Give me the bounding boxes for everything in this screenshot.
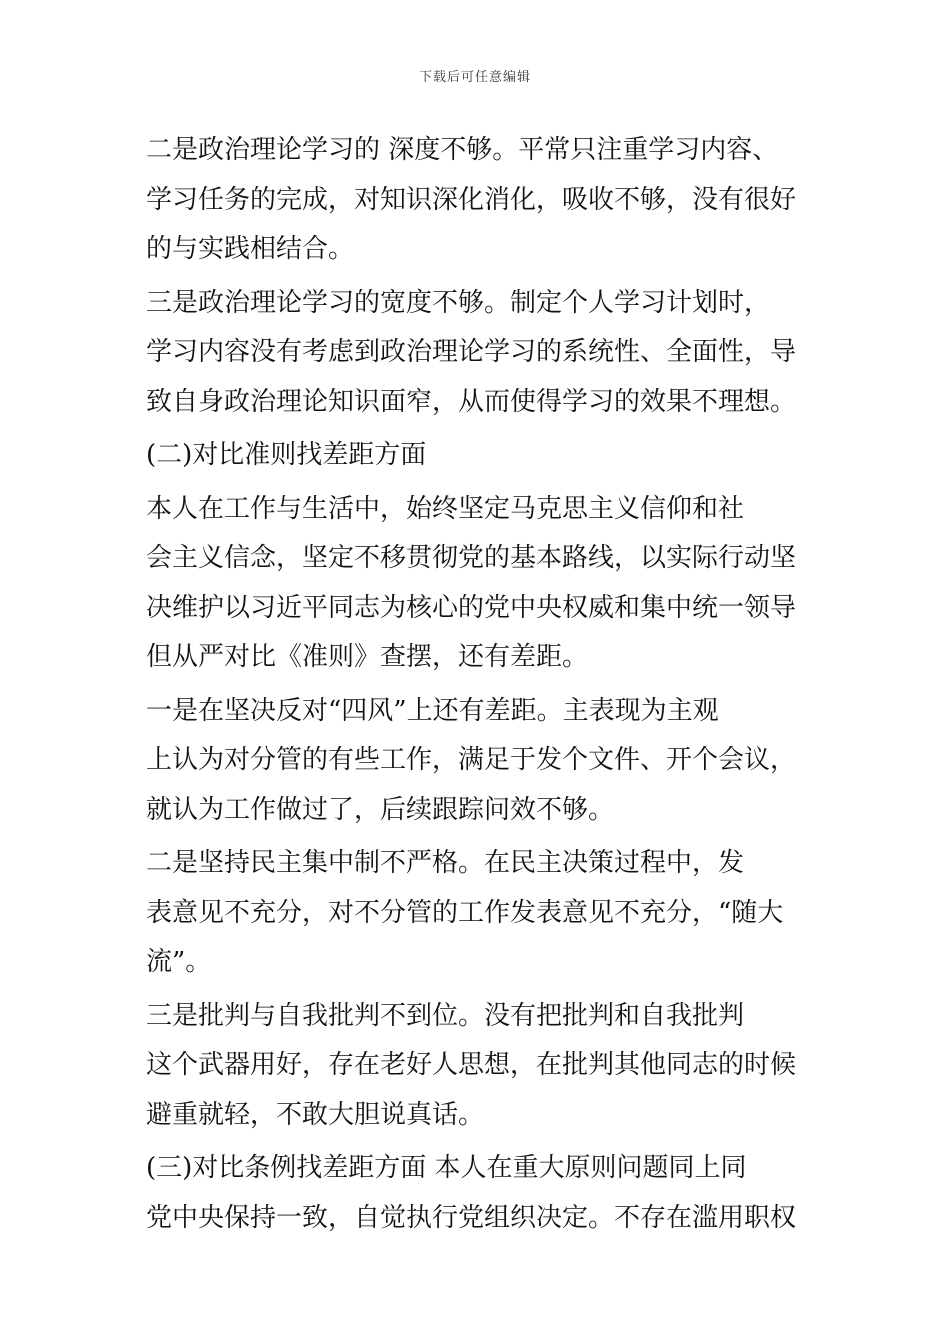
- paragraph-four-winds: 一是在坚决反对“四风”上还有差距。主表现为主观 上认为对分管的有些工作，满足于发个文件、开个会议， 就认为工作做过了，后续跟踪问效不够。: [146, 695, 797, 825]
- paragraph-political-theory-depth: 二是政治理论学习的 深度不够。平常只注重学习内容、 学习任务的完成，对知识深化消化，吸收不够，没有很好 的与实践相结合。: [146, 135, 797, 264]
- paragraph-democratic-centralism: 二是坚持民主集中制不严格。在民主决策过程中，发 表意见不充分，对不分管的工作发表意见不充分，“随大 流”。: [146, 848, 784, 977]
- paragraph-political-theory-breadth: 三是政治理论学习的宽度不够。制定个人学习计划时， 学习内容没有考虑到政治理论学习的系统性、全面性，导 致自身政治理论知识面窄，从而使得学习的效果不理想。: [146, 287, 797, 417]
- document-body: [146, 126, 810, 1247]
- paragraph-principles-intro: 本人在工作与生活中，始终坚定马克思主义信仰和社 会主义信念，坚定不移贯彻党的基本路线，以实际行动坚 决维护以习近平同志为核心的党中央权威和集中统一领导 但从严对比《准则》查摆，还有差距。: [146, 493, 797, 672]
- section-heading-principles: (二)对比准则找差距方面: [146, 440, 427, 470]
- page-header-note: 下载后可任意编辑: [418, 70, 531, 85]
- paragraph-regulations: (三)对比条例找差距方面 本人在重大原则问题同上同 党中央保持一致，自觉执行党组织决定。不存在滥用职权: [146, 1153, 797, 1233]
- paragraph-criticism: 三是批判与自我批判不到位。没有把批判和自我批判 这个武器用好，存在老好人思想，在批判其他同志的时候 避重就轻，不敢大胆说真话。: [146, 1000, 797, 1130]
